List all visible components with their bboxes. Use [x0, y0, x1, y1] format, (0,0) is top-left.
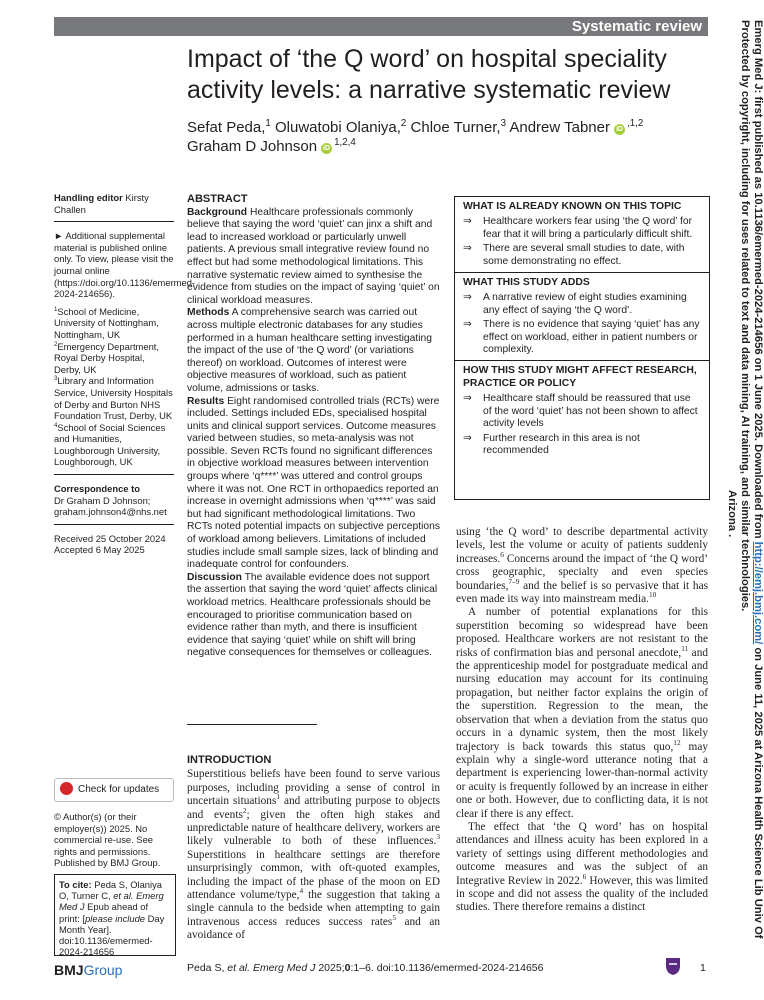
author: Sefat Peda,$^1$ — [187, 118, 271, 136]
list-item: ⇒ A narrative review of eight studies examining any effect of saying ‘the Q word’. — [463, 292, 687, 316]
supplemental-note: ► Additional supplemental material is published online only. To view, please visit the journal online (https://doi.org/10.1136/emermed-2024-214656). — [54, 230, 196, 300]
author: Andrew Tabner $iD^{,1,2}$ — [506, 118, 644, 136]
abstract-methods: Methods A comprehensive search was carried out across multiple electronic databases for any studies performed in a human healthcare setting investigating the impact of the use of ‘the Q word’ (or variations thereof) on workload. Outcomes of interest were objective measures of workload, such as patient volume, admissions or tasks. — [187, 307, 432, 394]
introduction-heading: INTRODUCTION — [187, 754, 272, 766]
correspondence: Correspondence to Dr Graham D Johnson; graham.johnson4@nhs.net — [54, 483, 167, 518]
box-list-affect — [463, 393, 701, 457]
list-item: ⇒ There are several small studies to date, with some demonstrating no effect. — [463, 243, 685, 267]
abstract — [187, 193, 442, 660]
body-column-right — [456, 526, 708, 915]
affiliation: $^3$Library and Information Service, University Hospitals of Derby and Burton NHS Foundation Trust, Derby, UK — [54, 375, 173, 422]
box-heading-adds: WHAT THIS STUDY ADDS — [463, 277, 590, 289]
download-sidebar — [720, 20, 764, 980]
arrow-icon: ⇒ — [463, 432, 472, 444]
article-metadata — [54, 192, 196, 556]
paragraph: using ‘the Q word’ to describe departmental activity levels, lest the volume or acuity of patients suddenly increases.$^6$ Concerns around the impact of ‘the Q word’ cross geographic, specialty and even species boundaries,$^{7-9}$ and the belief is so pervasive that it has even made its way into mainstream media.$^{10}$ — [456, 526, 708, 606]
abstract-heading: ABSTRACT — [187, 193, 248, 205]
list-item: ⇒ There is no evidence that saying ‘quiet’ has any effect on workload, either in patient numbers or complexity. — [463, 319, 700, 356]
arrow-icon: ⇒ — [463, 243, 472, 255]
check-updates-label: Check for updates — [78, 784, 160, 795]
affiliation: $^2$Emergency Department, Royal Derby Hospital, Derby, UK — [54, 340, 159, 375]
author-list — [187, 118, 667, 156]
crest-icon — [664, 956, 682, 976]
list-item: ⇒ Healthcare staff should be reassured that use of the word ‘quiet’ has not been shown to affect activity levels — [463, 393, 698, 430]
section-banner — [54, 17, 708, 36]
paragraph: A number of potential explanations for this superstition becoming so widespread have been proposed. Healthcare workers are not resistant to the risks of confirmation bias and personal anecdote,$^{11}$ and the apprenticeship model for postgraduate medical and nursing education may account for its continuing propagation, but neither factor explains the origin of the superstition. Regression to the mean, the observation that when a deviation from the status quo occurs in a dynamic system, then the most likely trajectory is back towards this status quo,$^{12}$ may explain why a single-word utterance noting that a department is experiencing lower-than-normal activity or acuity is frequently followed by an increase in either one or both. However, due to conflicting data, it is not clear if there is any effect. — [456, 606, 708, 820]
arrow-icon: ⇒ — [463, 319, 472, 331]
author: Oluwatobi Olaniya,$^2$ — [270, 118, 407, 136]
box-list-known — [463, 216, 701, 268]
banner-label: Systematic review — [571, 18, 702, 35]
page-number: 1 — [700, 962, 706, 974]
arrow-icon: ⇒ — [463, 393, 472, 405]
footer-citation: Peda S, et al. Emerg Med J 2025;0:1–6. doi:10.1136/emermed-2024-214656 — [187, 962, 544, 974]
orcid-icon[interactable]: iD — [323, 145, 331, 152]
affiliation: $^1$School of Medicine, University of Nottingham, Nottingham, UK — [54, 305, 159, 340]
paragraph: Superstitious beliefs have been found to serve various purposes, including providing a sense of control in uncertain situations$^1$ and attributing purpose to objects and events$^2$; given the often high stakes and unpredictable nature of healthcare delivery, workers are likely vulnerable to both of these influences.$^3$ Superstitions in healthcare settings are therefore unsurprisingly common, with oft-quoted examples, including the impact of the phase of the moon on ED attendance volume/type,$^4$ the suggestion that taking a single cannula to the bedside when attempting to gain intravenous access reduces success rates$^5$ and an avoidance of — [187, 768, 441, 942]
abstract-results: Results Eight randomised controlled trials (RCTs) were included. Settings included EDs, specialised hospital units and clinical support services. Outcome measures varied between studies, so meta-analysis was not possible. Seven RCTs found no significant differences in objective workload measures between intervention groups where ‘q****’ was uttered and control groups where it was not. One RCT in orthopaedics reported an increase in overnight admissions when ‘q****’ was said but had significant methodological limitations. Two RCTs noted potential impacts on subjective perceptions of workload among believers. Limitations of included studies include small sample sizes, lack of blinding and inadequate control for confounders. — [187, 395, 440, 571]
list-item: ⇒ Healthcare workers fear using ‘the Q word’ for fear that it will bring a particularly difficult shift. — [463, 216, 693, 240]
abstract-divider — [187, 724, 317, 725]
author: Chloe Turner,$^3$ — [406, 118, 507, 136]
check-updates-icon — [60, 782, 73, 795]
box-heading-affect: HOW THIS STUDY MIGHT AFFECT RESEARCH, PRACTICE OR POLICY — [463, 365, 697, 389]
affiliations — [54, 306, 174, 468]
bmj-group-logo: BMJGroup — [54, 962, 123, 978]
journal-link[interactable]: http://emj.bmj.com/ — [752, 541, 764, 645]
introduction — [187, 754, 440, 943]
key-messages-box — [454, 196, 710, 500]
list-item: ⇒ Further research in this area is not recommended — [463, 432, 640, 456]
citation-box: To cite: Peda S, Olaniya O, Turner C, et al. Emerg Med J Epub ahead of print: [please include Day Month Year]. doi:10.1136/emermed-2024-214656 — [54, 874, 176, 956]
box-list-adds — [463, 292, 701, 356]
paragraph: The effect that ‘the Q word’ has on hospital attendances and illness acuity has been explored in a variety of settings using different methodologies and outcome measures and was the subject of an Integrative Review in 2022.$^6$ However, this was limited in scope and did not assess the quality of the included studies. There therefore remains a distinct — [456, 820, 709, 914]
abstract-discussion: Discussion The available evidence does not support the assertion that saying the word ‘quiet’ affects clinical workload metrics. Healthcare professionals should be encouraged to prioritise communication based on evidence rather than myth, and there is insufficient evidence that saying ‘quiet’ while on shift will bring negative consequences for themselves or colleagues. — [187, 571, 438, 659]
handling-editor: Handling editor Kirsty Challen — [54, 192, 149, 215]
check-for-updates-button[interactable] — [54, 778, 174, 802]
sidebar-text: Emerg Med J: first published as 10.1136/emermed-2024-214656 on 1 June 2025. Downloaded from http://emj.bmj.com/ on June 11, 2025 at Arizona Health Science Lib Univ Of Protected by copyright, including for uses related to text and data mining, AI training, and similar technologies. Arizona . — [725, 20, 764, 939]
abstract-background: Background Healthcare professionals commonly believe that saying the word ‘quiet’ can jinx a shift and lead to increased workload or particularly unwell patients. A previous small integrative review found no effect but had some methodological limitations. This narrative systematic review aimed to synthesise the evidence from studies on the impact of saying ‘quiet’ on clinical workload measures. — [187, 206, 440, 306]
author: Graham D Johnson iD$^{1,2,4}$ — [187, 137, 356, 155]
dates: Received 25 October 2024 Accepted 6 May 2025 — [54, 532, 166, 556]
arrow-icon: ⇒ — [463, 216, 472, 228]
arrow-icon: ⇒ — [463, 292, 472, 304]
orcid-icon[interactable]: iD — [615, 126, 623, 133]
box-heading-known: WHAT IS ALREADY KNOWN ON THIS TOPIC — [463, 201, 682, 212]
license-note: © Author(s) (or their employer(s)) 2025. No commercial re-use. See rights and permissions. Published by BMJ Group. — [54, 811, 161, 869]
affiliation: $^4$School of Social Sciences and Humanities, Loughborough University, Loughborough, UK — [54, 421, 166, 468]
article-title: Impact of ‘the Q word’ on hospital speciality activity levels: a narrative systematic review — [187, 45, 671, 104]
